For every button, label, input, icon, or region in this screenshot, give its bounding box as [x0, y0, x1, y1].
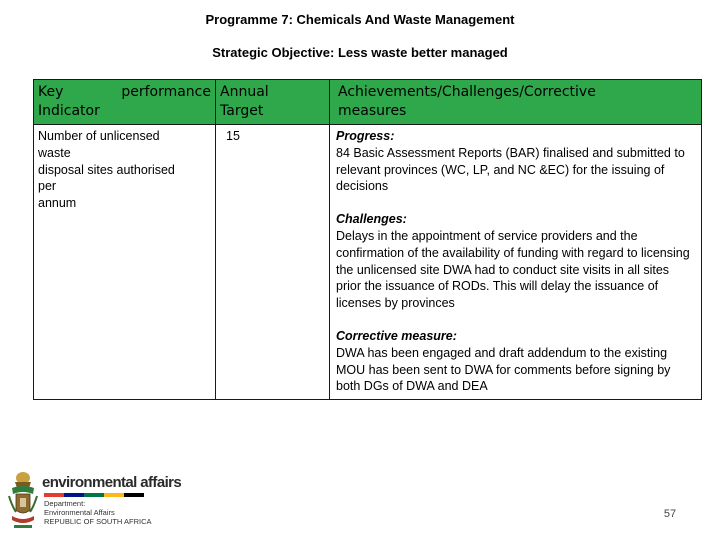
header-kpi-word-indicator: Indicator: [38, 103, 100, 119]
header-kpi-word-performance: performance: [121, 84, 211, 100]
department-logo: [6, 470, 182, 534]
brand-sub-department: Department:: [44, 499, 86, 508]
indicator-line: Number of unlicensed: [38, 129, 160, 143]
header-target-line2: Target: [220, 103, 264, 119]
indicator-line: per: [38, 179, 57, 194]
achievements-cell: [330, 125, 702, 400]
indicator-line: disposal sites authorised: [38, 162, 175, 177]
kpi-table: [33, 79, 702, 400]
corrective-section: [336, 328, 697, 395]
progress-label: Progress:: [336, 129, 395, 143]
brand-sub-name: Environmental Affairs: [44, 508, 115, 517]
coat-of-arms-icon: [6, 470, 40, 532]
challenges-section: [336, 211, 697, 312]
progress-text: 84 Basic Assessment Reports (BAR) finalised and submitted to relevant provinces (WC, LP, and NC &EC) for the issuing of decisions: [336, 145, 685, 194]
flag-stripe-icon: [44, 493, 144, 497]
page-number: 57: [663, 508, 677, 520]
programme-title: Programme 7: Chemicals And Waste Management: [205, 12, 515, 27]
corrective-text: DWA has been engaged and draft addendum to the existing MOU has been sent to DWA for comments before signing by both DGs of DWA and DEA: [336, 345, 671, 394]
challenges-text: Delays in the appointment of service providers and the confirmation of the availability of funding with regard to licensing the unlicensed site DWA had to conduct site visits in all sites prior the issuance of RODs. This will delay the issuance of licenses by provinces: [336, 228, 690, 311]
annual-target-value: 15: [226, 129, 240, 143]
indicator-line: annum: [38, 196, 77, 211]
progress-section: [336, 128, 697, 195]
header-kpi-word-key: Key: [38, 84, 64, 100]
corrective-label: Corrective measure:: [336, 328, 457, 343]
table-row: [34, 125, 702, 400]
header-achievements-line2: measures: [338, 103, 407, 119]
table-header-row: [34, 80, 702, 125]
header-target-line1: Annual: [220, 84, 269, 100]
brand-name: environmental affairs: [42, 474, 182, 491]
header-key-performance-indicator: [34, 80, 216, 125]
header-annual-target: [216, 80, 330, 125]
strategic-objective-title: Strategic Objective: Less waste better managed: [212, 45, 508, 60]
header-achievements-line1: Achievements/Challenges/Corrective: [338, 84, 596, 100]
challenges-label: Challenges:: [336, 212, 407, 227]
brand-sub-country: REPUBLIC OF SOUTH AFRICA: [44, 517, 152, 526]
indicator-cell: [34, 125, 216, 400]
header-achievements: [330, 80, 702, 125]
indicator-line: waste: [38, 145, 71, 160]
annual-target-cell: [216, 125, 330, 400]
